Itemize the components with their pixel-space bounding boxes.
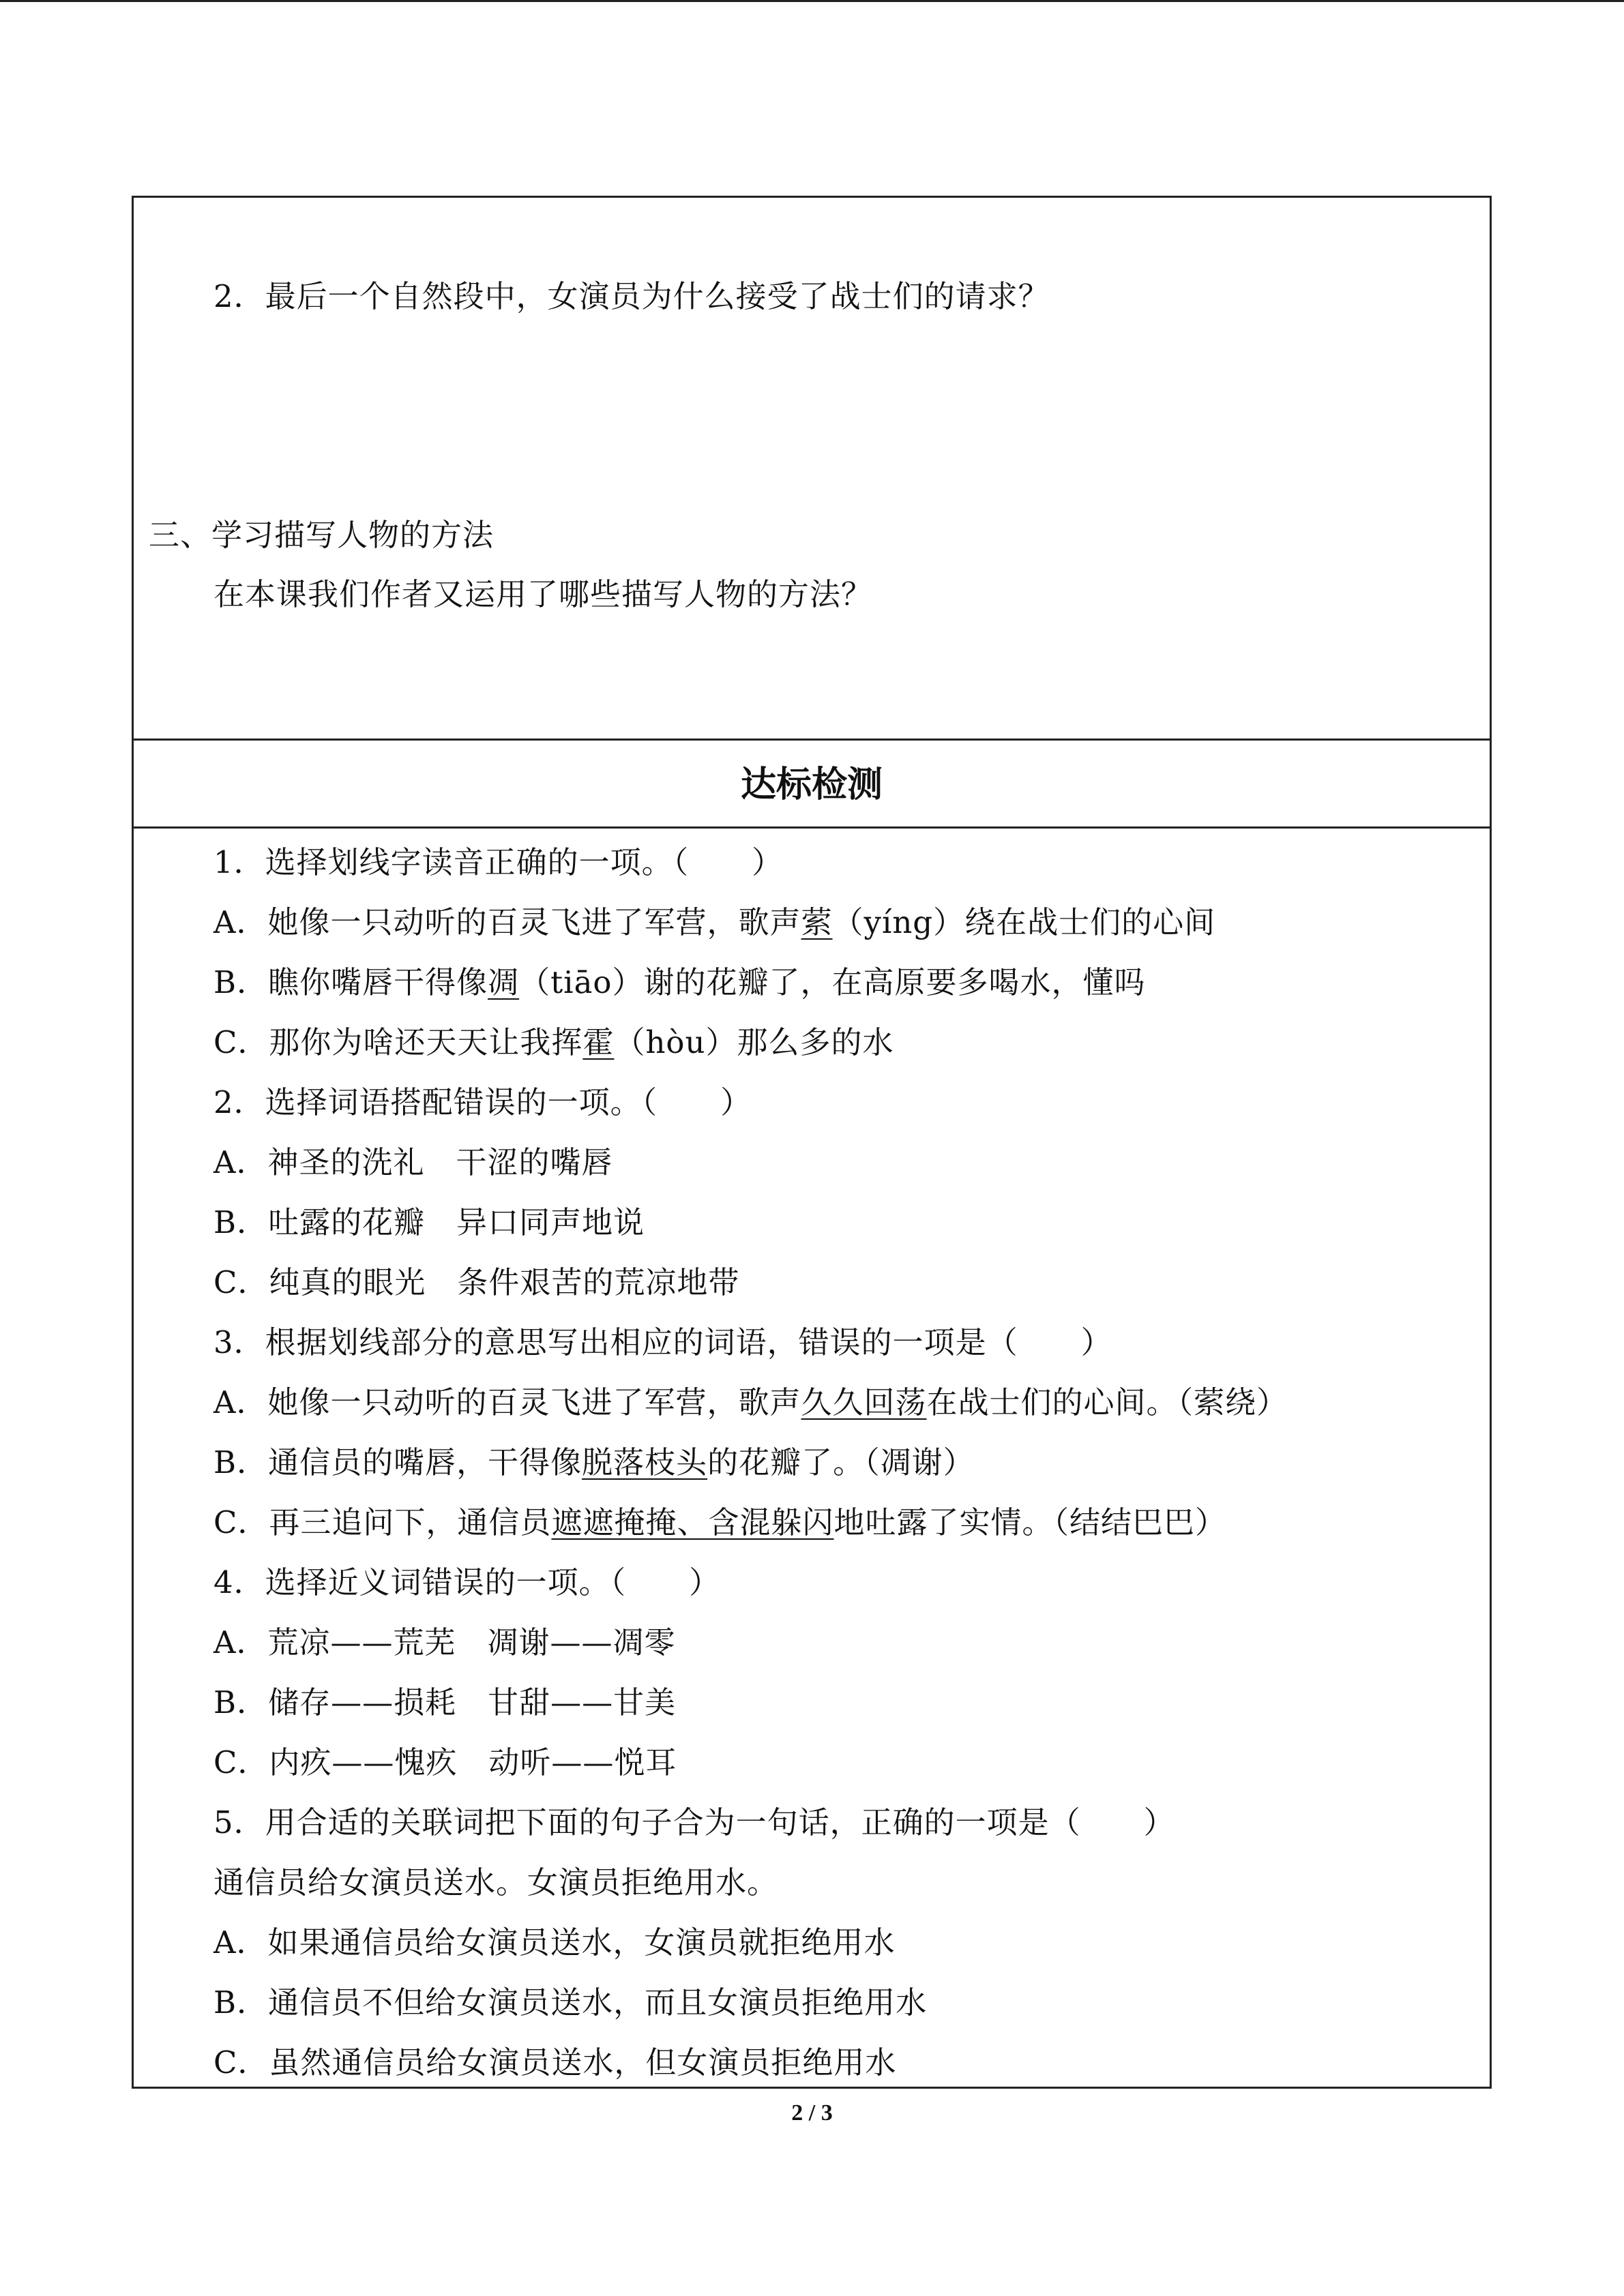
quiz-q5-option-a: A．如果通信员给女演员送水，女演员就拒绝用水 (213, 1924, 896, 1960)
quiz-q3-option-b (213, 1442, 975, 1483)
assessment-header-row (134, 741, 1490, 829)
option-text: 在战士们的心间。（萦绕） (926, 1384, 1288, 1420)
option-text: A．她像一只动听的百灵飞进了军营，歌声 (213, 1384, 801, 1420)
option-text: B．通信员的嘴唇，干得像 (213, 1444, 582, 1480)
option-text: （tiāo）谢的花瓣了，在高原要多喝水，懂吗 (519, 964, 1146, 1000)
quiz-q1-option-b (213, 962, 1146, 1003)
option-text: 地吐露了实情。（结结巴巴） (833, 1504, 1226, 1540)
quiz-q3-option-a (213, 1382, 1288, 1423)
option-text: C．那你为啥还天天让我挥 (213, 1024, 583, 1060)
page-number: 2 / 3 (791, 2100, 833, 2126)
option-text: C．再三追问下，通信员 (213, 1504, 552, 1540)
assessment-questions-section (134, 829, 1490, 2087)
underlined-phrase: 久久回荡 (801, 1384, 927, 1420)
quiz-q2-option-b: B．吐露的花瓣 异口同声地说 (213, 1204, 645, 1240)
question-2-text: 2．最后一个自然段中，女演员为什么接受了战士们的请求？ (213, 278, 1050, 314)
quiz-q2-option-c: C．纯真的眼光 条件艰苦的荒凉地带 (213, 1264, 740, 1300)
part-3-prompt: 在本课我们作者又运用了哪些描写人物的方法？ (213, 576, 873, 612)
option-text: （yíng）绕在战士们的心间 (832, 904, 1216, 940)
underlined-phrase: 遮遮掩掩、含混躲闪 (551, 1504, 834, 1540)
option-text: A．她像一只动听的百灵飞进了军营，歌声 (213, 904, 801, 940)
option-text: 的花瓣了。（凋谢） (707, 1444, 975, 1480)
reading-questions-section (134, 198, 1490, 741)
quiz-q2-stem: 2．选择词语搭配错误的一项。（ ） (213, 1084, 752, 1120)
quiz-q5-option-c: C．虽然通信员给女演员送水，但女演员拒绝用水 (213, 2044, 897, 2081)
quiz-q4-option-b: B．储存——损耗 甘甜——甘美 (213, 1684, 677, 1720)
quiz-q4-option-c: C．内疚——愧疚 动听——悦耳 (213, 1744, 677, 1780)
quiz-q5-stem: 5．用合适的关联词把下面的句子合为一句话，正确的一项是（ ） (213, 1804, 1175, 1840)
quiz-q2-option-a: A．神圣的洗礼 干涩的嘴唇 (213, 1144, 613, 1180)
quiz-q3-stem: 3．根据划线部分的意思写出相应的词语，错误的一项是（ ） (213, 1324, 1112, 1360)
worksheet-table (132, 196, 1492, 2089)
part-3-heading: 三、学习描写人物的方法 (149, 517, 494, 553)
underlined-char: 萦 (801, 904, 833, 940)
underlined-char: 霍 (582, 1024, 615, 1060)
underlined-char: 凋 (488, 964, 520, 1000)
quiz-q4-option-a: A．荒凉——荒芜 凋谢——凋零 (213, 1624, 676, 1660)
quiz-q3-option-c (213, 1502, 1226, 1543)
option-text: （hòu）那么多的水 (614, 1024, 894, 1060)
quiz-q1-option-a (213, 902, 1215, 943)
underlined-phrase: 脱落枝头 (582, 1444, 708, 1480)
quiz-q1-stem: 1．选择划线字读音正确的一项。（ ） (213, 844, 784, 880)
assessment-title: 达标检测 (740, 764, 883, 805)
option-text: B．瞧你嘴唇干得像 (213, 964, 488, 1000)
quiz-q5-option-b: B．通信员不但给女演员送水，而且女演员拒绝用水 (213, 1984, 928, 2021)
quiz-q5-given-sentences: 通信员给女演员送水。女演员拒绝用水。 (213, 1864, 779, 1900)
quiz-q4-stem: 4．选择近义词错误的一项。（ ） (213, 1564, 721, 1600)
page-top-border (0, 0, 1624, 2)
quiz-q1-option-c (213, 1022, 894, 1063)
